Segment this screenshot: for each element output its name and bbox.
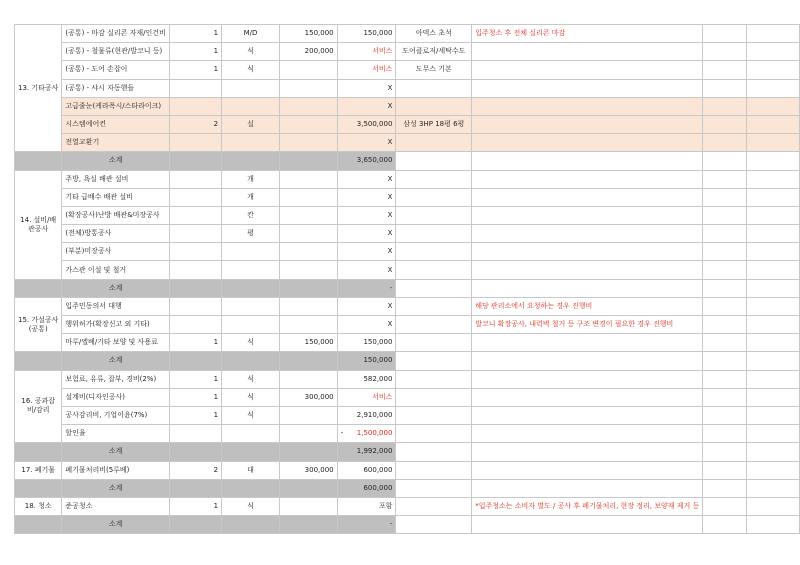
amount-cell: 서비스 — [337, 43, 396, 61]
amount-cell: 서비스 — [337, 61, 396, 79]
spec-cell — [396, 297, 472, 315]
amount-cell: X — [337, 188, 396, 206]
empty-cell — [747, 497, 800, 515]
empty-cell — [279, 352, 337, 370]
section-name: 15. 가설공사 (공통) — [15, 297, 62, 352]
section-name: 14. 설비/배관공사 — [15, 170, 62, 279]
amount-cell: X — [337, 206, 396, 224]
empty-cell — [15, 443, 62, 461]
item-cell: (공통) - 마감 실리콘 자재/인건비 — [62, 25, 169, 43]
note-cell — [472, 79, 703, 97]
price-cell — [279, 170, 337, 188]
price-cell — [279, 406, 337, 424]
empty-cell — [169, 279, 221, 297]
spec-cell — [396, 334, 472, 352]
item-cell: (공통) - 도어 손잡이 — [62, 61, 169, 79]
estimate-rows — [15, 25, 800, 534]
amount-cell: 포함 — [337, 497, 396, 515]
qty-cell: 1 — [169, 406, 221, 424]
empty-cell — [703, 206, 747, 224]
empty-cell — [703, 43, 747, 61]
empty-cell — [747, 516, 800, 534]
table-row — [15, 115, 800, 133]
empty-cell — [222, 352, 280, 370]
empty-cell — [222, 152, 280, 170]
subtotal-row — [15, 279, 800, 297]
spec-cell: 삼성 3HP 18평 6평 — [396, 115, 472, 133]
amount-cell: X — [337, 261, 396, 279]
estimate-table — [14, 24, 800, 534]
empty-cell — [747, 170, 800, 188]
item-cell: (확장공사)난방 배관&미장공사 — [62, 206, 169, 224]
price-cell — [279, 225, 337, 243]
item-cell: 전열교환기 — [62, 134, 169, 152]
table-row — [15, 497, 800, 515]
unit-cell: 식 — [222, 406, 280, 424]
empty-cell — [703, 61, 747, 79]
empty-cell — [703, 425, 747, 443]
empty-cell — [703, 170, 747, 188]
amount-cell: X — [337, 134, 396, 152]
spec-cell — [396, 134, 472, 152]
note-cell: *입주청소는 소비자 별도 / 공사 후 폐기물처리, 현장 정리, 보양재 제거 등 — [472, 497, 703, 515]
subtotal-label: 소계 — [62, 479, 169, 497]
unit-cell — [222, 134, 280, 152]
note-cell — [472, 461, 703, 479]
item-cell: 가스관 이설 및 철거 — [62, 261, 169, 279]
spec-cell — [396, 225, 472, 243]
empty-cell — [15, 279, 62, 297]
empty-cell — [747, 297, 800, 315]
empty-cell — [703, 97, 747, 115]
qty-cell — [169, 188, 221, 206]
empty-cell — [747, 225, 800, 243]
unit-cell — [222, 261, 280, 279]
note-cell — [472, 170, 703, 188]
spec-cell: 도어클로저/세탁수도 — [396, 43, 472, 61]
item-cell: 입주민동의서 대행 — [62, 297, 169, 315]
qty-cell — [169, 79, 221, 97]
subtotal-label: 소계 — [62, 279, 169, 297]
table-row — [15, 134, 800, 152]
empty-cell — [15, 516, 62, 534]
spec-cell — [396, 425, 472, 443]
item-cell: 공사감리비, 기업이윤(7%) — [62, 406, 169, 424]
section-name: 17. 폐기물 — [15, 461, 62, 479]
unit-cell: 실 — [222, 115, 280, 133]
empty-cell — [279, 516, 337, 534]
empty-cell — [396, 352, 472, 370]
unit-cell: 평 — [222, 225, 280, 243]
unit-cell: 칸 — [222, 206, 280, 224]
note-cell — [472, 61, 703, 79]
empty-cell — [747, 443, 800, 461]
table-row — [15, 316, 800, 334]
empty-cell — [747, 479, 800, 497]
empty-cell — [15, 479, 62, 497]
empty-cell — [703, 406, 747, 424]
subtotal-label: 소계 — [62, 352, 169, 370]
empty-cell — [747, 425, 800, 443]
spec-cell — [396, 243, 472, 261]
price-cell — [279, 61, 337, 79]
empty-cell — [396, 516, 472, 534]
item-cell: 폐기물처리비(5루베) — [62, 461, 169, 479]
empty-cell — [747, 134, 800, 152]
price-cell — [279, 425, 337, 443]
table-row — [15, 79, 800, 97]
qty-cell: 1 — [169, 370, 221, 388]
qty-cell: 1 — [169, 61, 221, 79]
empty-cell — [703, 497, 747, 515]
section-name: 13. 기타공사 — [15, 25, 62, 152]
spec-cell — [396, 79, 472, 97]
empty-cell — [703, 443, 747, 461]
empty-cell — [703, 461, 747, 479]
note-cell: 해당 관리소에서 요청하는 경우 진행비 — [472, 297, 703, 315]
empty-cell — [747, 206, 800, 224]
price-cell — [279, 188, 337, 206]
empty-cell — [747, 370, 800, 388]
item-cell: (부분)미장공사 — [62, 243, 169, 261]
estimate-sheet — [14, 24, 800, 534]
spec-cell — [396, 388, 472, 406]
empty-cell — [703, 352, 747, 370]
empty-cell — [747, 261, 800, 279]
subtotal-row — [15, 443, 800, 461]
price-cell — [279, 316, 337, 334]
price-cell — [279, 370, 337, 388]
note-cell — [472, 225, 703, 243]
empty-cell — [169, 443, 221, 461]
unit-cell: 대 — [222, 461, 280, 479]
unit-cell: 식 — [222, 334, 280, 352]
table-row — [15, 97, 800, 115]
price-cell — [279, 97, 337, 115]
table-row — [15, 188, 800, 206]
note-cell — [472, 425, 703, 443]
amount-cell: X — [337, 170, 396, 188]
table-row — [15, 225, 800, 243]
qty-cell — [169, 225, 221, 243]
empty-cell — [747, 316, 800, 334]
table-row — [15, 425, 800, 443]
empty-cell — [747, 406, 800, 424]
empty-cell — [472, 279, 703, 297]
unit-cell — [222, 97, 280, 115]
qty-cell — [169, 261, 221, 279]
empty-cell — [222, 479, 280, 497]
empty-cell — [222, 516, 280, 534]
qty-cell — [169, 297, 221, 315]
qty-cell — [169, 425, 221, 443]
table-row — [15, 170, 800, 188]
subtotal-label: 소계 — [62, 443, 169, 461]
qty-cell: 1 — [169, 43, 221, 61]
price-cell: 300,000 — [279, 461, 337, 479]
amount-cell: 582,000 — [337, 370, 396, 388]
empty-cell — [703, 334, 747, 352]
table-row — [15, 25, 800, 43]
spec-cell — [396, 97, 472, 115]
subtotal-row — [15, 152, 800, 170]
qty-cell: 1 — [169, 497, 221, 515]
table-row — [15, 43, 800, 61]
empty-cell — [747, 388, 800, 406]
empty-cell — [222, 279, 280, 297]
empty-cell — [747, 279, 800, 297]
amount-cell: X — [337, 79, 396, 97]
empty-cell — [222, 443, 280, 461]
table-row — [15, 61, 800, 79]
empty-cell — [279, 152, 337, 170]
price-cell — [279, 206, 337, 224]
spec-cell — [396, 370, 472, 388]
empty-cell — [703, 516, 747, 534]
empty-cell — [703, 479, 747, 497]
table-row — [15, 334, 800, 352]
unit-cell: 식 — [222, 370, 280, 388]
section-name: 18. 청소 — [15, 497, 62, 515]
amount-cell — [337, 425, 396, 443]
empty-cell — [472, 152, 703, 170]
empty-cell — [703, 279, 747, 297]
price-cell: 150,000 — [279, 334, 337, 352]
table-row — [15, 406, 800, 424]
note-cell — [472, 97, 703, 115]
table-row — [15, 388, 800, 406]
amount-cell: 150,000 — [337, 334, 396, 352]
price-cell: 150,000 — [279, 25, 337, 43]
price-cell — [279, 79, 337, 97]
item-cell: 보험료, 유류, 잡부, 경비(2%) — [62, 370, 169, 388]
unit-cell: 개 — [222, 188, 280, 206]
empty-cell — [396, 279, 472, 297]
price-cell — [279, 115, 337, 133]
amount-cell: X — [337, 225, 396, 243]
subtotal-amount: - — [337, 279, 396, 297]
empty-cell — [703, 152, 747, 170]
amount-cell: X — [337, 316, 396, 334]
price-cell — [279, 134, 337, 152]
qty-cell — [169, 134, 221, 152]
price-cell: 200,000 — [279, 43, 337, 61]
unit-cell: 식 — [222, 61, 280, 79]
item-cell: (전체)방통공사 — [62, 225, 169, 243]
amount-cell: 서비스 — [337, 388, 396, 406]
price-cell — [279, 497, 337, 515]
amount-value: 1,500,000 — [356, 429, 393, 438]
empty-cell — [396, 443, 472, 461]
item-cell: 설계비(디자인공사) — [62, 388, 169, 406]
unit-cell — [222, 316, 280, 334]
note-cell — [472, 43, 703, 61]
section-name: 16. 공과잡비/감리 — [15, 370, 62, 443]
empty-cell — [703, 261, 747, 279]
amount-cell: 2,910,000 — [337, 406, 396, 424]
spec-cell: 아덱스 초석 — [396, 25, 472, 43]
table-row — [15, 461, 800, 479]
price-cell: 300,000 — [279, 388, 337, 406]
empty-cell — [747, 79, 800, 97]
table-row — [15, 206, 800, 224]
note-cell — [472, 206, 703, 224]
item-cell: (공통) - 샤시 자동핸들 — [62, 79, 169, 97]
amount-cell: 150,000 — [337, 25, 396, 43]
unit-cell: 식 — [222, 388, 280, 406]
empty-cell — [747, 115, 800, 133]
empty-cell — [15, 152, 62, 170]
amount-cell: 3,500,000 — [337, 115, 396, 133]
amount-cell: 600,000 — [337, 461, 396, 479]
subtotal-amount: 1,992,000 — [337, 443, 396, 461]
spec-cell — [396, 261, 472, 279]
note-cell — [472, 334, 703, 352]
amount-cell: X — [337, 243, 396, 261]
subtotal-amount: 3,650,000 — [337, 152, 396, 170]
unit-cell — [222, 425, 280, 443]
empty-cell — [703, 79, 747, 97]
unit-cell — [222, 79, 280, 97]
unit-cell — [222, 297, 280, 315]
table-row — [15, 370, 800, 388]
item-cell: 행위허가(확장신고 외 기타) — [62, 316, 169, 334]
unit-cell — [222, 243, 280, 261]
table-row — [15, 261, 800, 279]
subtotal-amount: - — [337, 516, 396, 534]
price-cell — [279, 297, 337, 315]
empty-cell — [703, 370, 747, 388]
empty-cell — [169, 516, 221, 534]
qty-cell: 1 — [169, 25, 221, 43]
item-cell: (공통) - 철물류(현관/발코니 등) — [62, 43, 169, 61]
empty-cell — [747, 152, 800, 170]
note-cell — [472, 134, 703, 152]
empty-cell — [15, 352, 62, 370]
empty-cell — [472, 479, 703, 497]
empty-cell — [703, 225, 747, 243]
unit-cell: 식 — [222, 497, 280, 515]
item-cell: 시스템에어컨 — [62, 115, 169, 133]
qty-cell: 1 — [169, 388, 221, 406]
item-cell: 주방, 욕실 배관 설비 — [62, 170, 169, 188]
empty-cell — [747, 334, 800, 352]
empty-cell — [169, 352, 221, 370]
subtotal-label: 소계 — [62, 516, 169, 534]
qty-cell — [169, 170, 221, 188]
unit-cell: 식 — [222, 43, 280, 61]
item-cell: 마루/엘베/기타 보양 및 사용료 — [62, 334, 169, 352]
empty-cell — [703, 243, 747, 261]
table-row — [15, 297, 800, 315]
qty-cell — [169, 206, 221, 224]
subtotal-amount: 600,000 — [337, 479, 396, 497]
qty-cell — [169, 243, 221, 261]
note-cell: 발코니 확장공사, 내력벽 철거 등 구조 변경이 필요한 경우 진행비 — [472, 316, 703, 334]
empty-cell — [747, 61, 800, 79]
empty-cell — [472, 516, 703, 534]
spec-cell — [396, 188, 472, 206]
empty-cell — [472, 352, 703, 370]
note-cell — [472, 370, 703, 388]
empty-cell — [703, 134, 747, 152]
empty-cell — [747, 97, 800, 115]
empty-cell — [747, 243, 800, 261]
note-cell — [472, 406, 703, 424]
subtotal-label: 소계 — [62, 152, 169, 170]
note-cell — [472, 115, 703, 133]
empty-cell — [703, 388, 747, 406]
empty-cell — [747, 188, 800, 206]
empty-cell — [279, 443, 337, 461]
empty-cell — [396, 152, 472, 170]
empty-cell — [747, 43, 800, 61]
item-cell: 고급줄눈(케라폭시/스타라이크) — [62, 97, 169, 115]
empty-cell — [703, 25, 747, 43]
item-cell: 할인율 — [62, 425, 169, 443]
note-cell — [472, 243, 703, 261]
note-cell — [472, 261, 703, 279]
qty-cell — [169, 97, 221, 115]
price-cell — [279, 243, 337, 261]
qty-cell — [169, 316, 221, 334]
note-cell: 입주청소 후 전체 실리콘 마감 — [472, 25, 703, 43]
spec-cell — [396, 406, 472, 424]
spec-cell — [396, 461, 472, 479]
table-row — [15, 243, 800, 261]
spec-cell: 도무스 기본 — [396, 61, 472, 79]
spec-cell — [396, 206, 472, 224]
item-cell: 준공청소 — [62, 497, 169, 515]
empty-cell — [747, 461, 800, 479]
empty-cell — [279, 279, 337, 297]
empty-cell — [396, 479, 472, 497]
unit-cell: M/D — [222, 25, 280, 43]
subtotal-row — [15, 352, 800, 370]
unit-cell: 개 — [222, 170, 280, 188]
empty-cell — [703, 316, 747, 334]
qty-cell: 1 — [169, 334, 221, 352]
minus-sign: - — [340, 429, 344, 438]
subtotal-row — [15, 479, 800, 497]
price-cell — [279, 261, 337, 279]
spec-cell — [396, 316, 472, 334]
empty-cell — [703, 115, 747, 133]
empty-cell — [279, 479, 337, 497]
empty-cell — [747, 25, 800, 43]
item-cell: 기타 급배수 배관 설비 — [62, 188, 169, 206]
empty-cell — [747, 352, 800, 370]
note-cell — [472, 388, 703, 406]
empty-cell — [703, 188, 747, 206]
amount-cell: X — [337, 97, 396, 115]
spec-cell — [396, 497, 472, 515]
amount-cell: X — [337, 297, 396, 315]
qty-cell: 2 — [169, 461, 221, 479]
qty-cell: 2 — [169, 115, 221, 133]
empty-cell — [169, 479, 221, 497]
empty-cell — [472, 443, 703, 461]
subtotal-amount: 150,000 — [337, 352, 396, 370]
subtotal-row — [15, 516, 800, 534]
spec-cell — [396, 170, 472, 188]
empty-cell — [169, 152, 221, 170]
empty-cell — [703, 297, 747, 315]
note-cell — [472, 188, 703, 206]
